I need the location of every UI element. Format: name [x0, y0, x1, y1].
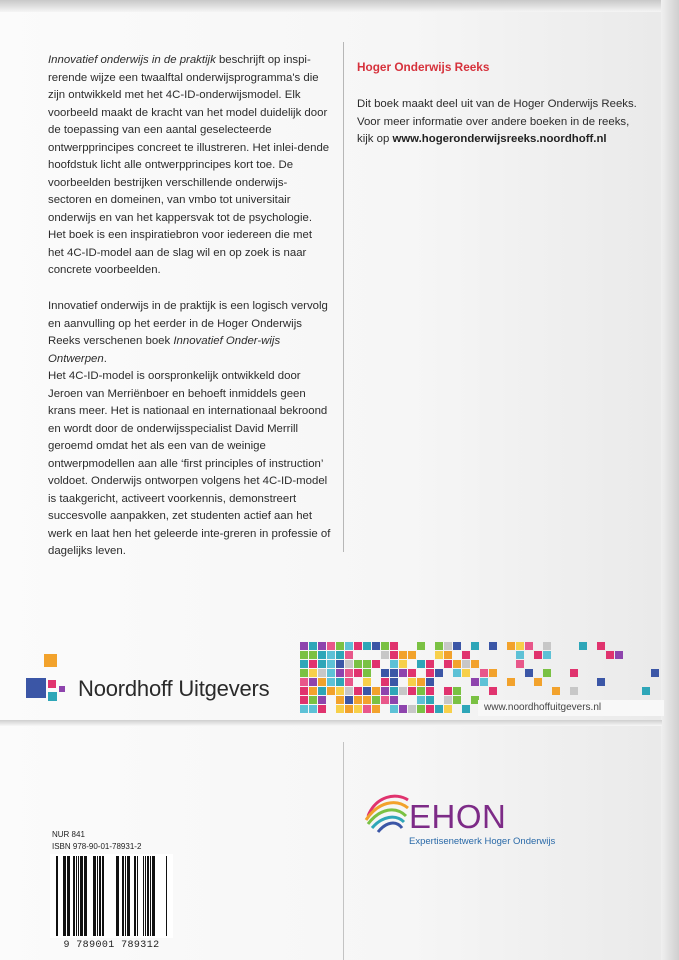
mosaic-tile	[390, 642, 398, 650]
series-title: Hoger Onderwijs Reeks	[357, 60, 490, 74]
mosaic-tile	[453, 669, 461, 677]
mosaic-tile	[453, 687, 461, 695]
mosaic-tile	[597, 642, 605, 650]
barcode-bar	[97, 856, 98, 936]
mosaic-tile	[372, 642, 380, 650]
barcode-bar	[143, 856, 144, 936]
mosaic-tile	[381, 651, 389, 659]
mosaic-tile	[318, 687, 326, 695]
logo-square	[26, 678, 46, 698]
mosaic-tile	[336, 651, 344, 659]
mosaic-tile	[453, 696, 461, 704]
mosaic-tile	[336, 696, 344, 704]
mosaic-tile	[300, 687, 308, 695]
mosaic-tile	[579, 642, 587, 650]
mosaic-tile	[435, 651, 443, 659]
mosaic-tile	[471, 660, 479, 668]
mosaic-tile	[651, 669, 659, 677]
mosaic-tile	[417, 705, 425, 713]
mosaic-tile	[417, 687, 425, 695]
mosaic-tile	[318, 651, 326, 659]
mosaic-tile	[435, 705, 443, 713]
mosaic-tile	[444, 660, 452, 668]
blurb-text-2: Innovatief onderwijs in de praktijk is een logisch vervolg en aanvulling op het eerder in de Hoger Onderwijs Reeks verschenen boek	[48, 300, 328, 347]
mosaic-tile	[390, 687, 398, 695]
mosaic-tile	[309, 660, 317, 668]
mosaic-tile	[318, 705, 326, 713]
mosaic-tile	[417, 678, 425, 686]
mosaic-tile	[309, 678, 317, 686]
mosaic-tile	[471, 678, 479, 686]
logo-square	[48, 692, 57, 701]
mosaic-tile	[489, 687, 497, 695]
mosaic-tile	[444, 687, 452, 695]
blurb-text-2-end: .	[103, 352, 107, 365]
publisher-name: Noordhoff Uitgevers	[78, 676, 270, 701]
barcode-bar	[56, 856, 58, 936]
mosaic-tile	[372, 660, 380, 668]
mosaic-tile	[318, 678, 326, 686]
mosaic-tile	[354, 669, 362, 677]
mosaic-tile	[426, 660, 434, 668]
mosaic-tile	[300, 696, 308, 704]
column-divider-lower	[343, 742, 344, 960]
mosaic-tile	[570, 669, 578, 677]
mosaic-tile	[363, 696, 371, 704]
mosaic-tile	[300, 678, 308, 686]
barcode-bar	[67, 856, 70, 936]
blurb-paragraph-3	[48, 368, 331, 561]
mosaic-tile	[336, 669, 344, 677]
mosaic-tile	[489, 642, 497, 650]
mosaic-tile	[300, 669, 308, 677]
mosaic-tile	[408, 678, 416, 686]
mosaic-tile	[381, 687, 389, 695]
series-url-link[interactable]: www.hogeronderwijsreeks.noordhoff.nl	[392, 133, 607, 145]
mosaic-tile	[597, 678, 605, 686]
ehon-logo-text: EHON	[409, 798, 507, 835]
page-edge	[661, 0, 679, 960]
mosaic-tile	[345, 669, 353, 677]
blurb-text-1: beschrijft op inspi-rerende wijze een twaalftal onderwijsprogramma's die zijn ontwikkeld met het 4C-ID-onderwijsmodel. Elk voorbeeld maakt de kracht van het model duidelijk door de toepassing van een aantal geselecteerde ontwerpprincipes concreet te illustreren. Het inlei-dende hoofdstuk licht alle ontwerpprincipes kort toe. De voorbeelden bestrijken verschillende onderwijs-sectoren en domeinen, van vmbo tot universitair onderwijs en van het kappersvak tot de psychologie. Het boek is een inspiratiebron voor iedereen die met het 4C-ID-model aan de slag wil en op zoek is naar concrete voorbeelden.	[48, 54, 330, 276]
mosaic-tile	[615, 651, 623, 659]
mosaic-tile	[417, 696, 425, 704]
mosaic-tile	[390, 678, 398, 686]
series-description	[357, 96, 642, 149]
barcode-bar	[134, 856, 136, 936]
mosaic-tile	[516, 660, 524, 668]
mosaic-tile	[336, 705, 344, 713]
mosaic-tile	[309, 696, 317, 704]
book-title-italic: Innovatief onderwijs in de praktijk	[48, 54, 216, 66]
mosaic-tile	[417, 642, 425, 650]
barcode-bar	[152, 856, 155, 936]
noordhoff-logo-icon	[22, 650, 72, 710]
barcode-bar	[99, 856, 101, 936]
blurb-text-3: Het 4C-ID-model is oorspronkelijk ontwikkeld door Jeroen van Merriënboer en behoeft inmiddels geen krans meer. Het is nationaal en internationaal bekroond en wordt door de onderwijsspecialist David Merrill geroemd omdat het als een van de weinige ontwerpmodellen aan alle ‘first principles of instruction’ voldoet. Onderwijs ontworpen volgens het 4C-ID-model is taakgericht, activeert voorkennis, demonstreert succesvolle aanpakken, zet studenten actief aan het werk en laat hen het geleerde inte-greren in professie of dagelijks leven.	[48, 370, 331, 557]
mosaic-tile	[363, 687, 371, 695]
mosaic-tile	[444, 705, 452, 713]
mosaic-tile	[345, 696, 353, 704]
mosaic-tile	[336, 642, 344, 650]
mosaic-tile	[345, 651, 353, 659]
mosaic-tile	[480, 669, 488, 677]
logo-square	[44, 654, 57, 667]
mosaic-tile	[444, 651, 452, 659]
mosaic-tile	[489, 669, 497, 677]
mosaic-tile	[345, 705, 353, 713]
mosaic-tile	[363, 678, 371, 686]
mosaic-tile	[516, 651, 524, 659]
barcode-bar	[147, 856, 149, 936]
mosaic-tile	[345, 687, 353, 695]
mosaic-tile	[408, 687, 416, 695]
mosaic-tile	[318, 696, 326, 704]
mosaic-tile	[318, 642, 326, 650]
mosaic-tile	[525, 642, 533, 650]
barcode-bar	[80, 856, 83, 936]
mosaic-tile	[390, 669, 398, 677]
mosaic-tile	[381, 669, 389, 677]
mosaic-tile	[309, 705, 317, 713]
mosaic-tile	[336, 687, 344, 695]
mosaic-tile	[372, 687, 380, 695]
mosaic-tile	[399, 669, 407, 677]
blurb-paragraph-2	[48, 298, 331, 368]
mosaic-tile	[543, 642, 551, 650]
barcode-bar	[78, 856, 79, 936]
mosaic-tile	[534, 651, 542, 659]
mosaic-tile	[390, 660, 398, 668]
barcode-bar	[76, 856, 77, 936]
blurb-paragraph-1	[48, 52, 331, 280]
barcode-icon	[50, 854, 173, 938]
mosaic-tile	[399, 705, 407, 713]
mosaic-tile	[363, 705, 371, 713]
logo-square	[48, 680, 56, 688]
mosaic-tile	[408, 705, 416, 713]
mosaic-tile	[354, 687, 362, 695]
mosaic-tile	[300, 660, 308, 668]
barcode-bar	[125, 856, 126, 936]
mosaic-tile	[462, 669, 470, 677]
logo-square	[59, 686, 65, 692]
ehon-subtitle: Expertisenetwerk Hoger Onderwijs	[409, 836, 556, 847]
barcode-bar	[73, 856, 75, 936]
barcode-bar	[127, 856, 130, 936]
mosaic-tile	[327, 678, 335, 686]
mosaic-tile	[300, 642, 308, 650]
mosaic-tile	[471, 642, 479, 650]
mosaic-tile	[399, 651, 407, 659]
mosaic-tile	[426, 696, 434, 704]
mosaic-tile	[426, 705, 434, 713]
mosaic-tile	[327, 651, 335, 659]
mosaic-tile	[363, 642, 371, 650]
mosaic-tile	[552, 687, 560, 695]
mosaic-tile	[534, 678, 542, 686]
mosaic-tile	[363, 660, 371, 668]
band-shadow	[0, 720, 662, 726]
mosaic-tile	[426, 678, 434, 686]
mosaic-tile	[345, 642, 353, 650]
mosaic-tile	[453, 660, 461, 668]
publisher-url[interactable]: www.noordhoffuitgevers.nl	[478, 700, 664, 716]
barcode-bar	[63, 856, 66, 936]
ehon-swirl-icon	[362, 786, 412, 836]
mosaic-tile	[354, 696, 362, 704]
barcode-bar	[122, 856, 124, 936]
mosaic-tile	[390, 705, 398, 713]
mosaic-tile	[462, 705, 470, 713]
mosaic-tile	[354, 705, 362, 713]
series-text: Dit boek maakt deel uit van de Hoger Onderwijs Reeks. Voor meer informatie over andere boeken in de reeks, kijk op	[357, 98, 637, 145]
mosaic-tile	[507, 678, 515, 686]
mosaic-tile	[318, 660, 326, 668]
mosaic-tile	[444, 642, 452, 650]
barcode-bar	[116, 856, 119, 936]
mosaic-tile	[327, 660, 335, 668]
barcode-bar	[93, 856, 96, 936]
nur-code: NUR 841	[52, 830, 85, 839]
barcode-bar	[102, 856, 104, 936]
mosaic-tile	[345, 660, 353, 668]
mosaic-tile	[345, 678, 353, 686]
barcode-bar	[150, 856, 151, 936]
related-book-italic: Innovatief Onder-wijs Ontwerpen	[48, 335, 281, 365]
mosaic-tile	[318, 669, 326, 677]
mosaic-tile	[363, 669, 371, 677]
mosaic-tile	[462, 660, 470, 668]
mosaic-tile	[462, 651, 470, 659]
mosaic-tile	[399, 687, 407, 695]
mosaic-tile	[300, 705, 308, 713]
mosaic-tile	[327, 669, 335, 677]
mosaic-tile	[525, 669, 533, 677]
mosaic-tile	[309, 669, 317, 677]
mosaic-tile	[381, 678, 389, 686]
column-divider	[343, 42, 344, 552]
mosaic-tile	[336, 660, 344, 668]
mosaic-tile	[480, 678, 488, 686]
mosaic-tile	[300, 651, 308, 659]
mosaic-tile	[435, 669, 443, 677]
mosaic-tile	[417, 660, 425, 668]
barcode-bar	[145, 856, 146, 936]
mosaic-tile	[426, 687, 434, 695]
mosaic-tile	[570, 687, 578, 695]
mosaic-tile	[408, 651, 416, 659]
mosaic-tile	[642, 687, 650, 695]
mosaic-tile	[516, 642, 524, 650]
mosaic-tile	[354, 642, 362, 650]
mosaic-tile	[435, 642, 443, 650]
mosaic-tile	[381, 642, 389, 650]
top-shadow	[0, 0, 679, 12]
mosaic-tile	[327, 642, 335, 650]
mosaic-tile	[426, 669, 434, 677]
mosaic-tile	[408, 669, 416, 677]
mosaic-tile	[543, 651, 551, 659]
mosaic-tile	[390, 651, 398, 659]
barcode-bar	[166, 856, 167, 936]
mosaic-tile	[309, 642, 317, 650]
barcode-bar	[84, 856, 87, 936]
isbn-code: ISBN 978-90-01-78931-2	[52, 842, 142, 851]
mosaic-tile	[372, 705, 380, 713]
barcode-bar	[137, 856, 138, 936]
mosaic-tile	[444, 696, 452, 704]
barcode-number: 9 789001 789312	[63, 940, 160, 951]
mosaic-tile	[336, 678, 344, 686]
mosaic-tile	[327, 687, 335, 695]
mosaic-tile	[390, 696, 398, 704]
mosaic-tile	[507, 642, 515, 650]
mosaic-tile	[453, 642, 461, 650]
mosaic-tile	[606, 651, 614, 659]
mosaic-tile	[309, 687, 317, 695]
mosaic-tile	[372, 696, 380, 704]
mosaic-tile	[354, 660, 362, 668]
mosaic-tile	[543, 669, 551, 677]
mosaic-tile	[381, 696, 389, 704]
mosaic-tile	[399, 660, 407, 668]
mosaic-tile	[309, 651, 317, 659]
